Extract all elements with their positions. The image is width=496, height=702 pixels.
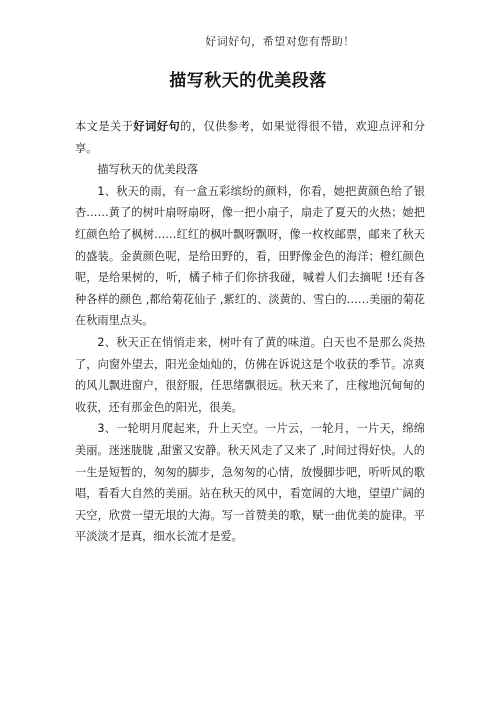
document-body bbox=[75, 116, 425, 548]
intro-suffix: 的，仅供参考，如果觉得很不错，欢迎点评和分享。 bbox=[75, 120, 425, 155]
paragraph-3: 3、一轮明月爬起来，升上天空。一片云，一轮月，一片天，绵绵美丽。迷迷胧胧 ,甜蜜又安静。秋天风走了又来了 ,时间过得好快。人的一生是短暂的，匆匆的脚步，急匆匆的心情，放慢脚步吧，听听风的歌唱，看看大自然的美丽。站在秋天的风中，看宽阔的大地，望望广阔的天空，欣赏一望无垠的大海。写一首赞美的歌，赋一曲优美的旋律。平平淡淡才是真，细水长流才是爱。 bbox=[75, 422, 425, 544]
intro-keyword: 好词好句 bbox=[133, 120, 181, 133]
header-note: 好词好句，希望对您有帮助！ bbox=[205, 35, 355, 48]
paragraph-1: 1、秋天的雨，有一盒五彩缤纷的颜料，你看，她把黄颜色给了银杏……黄了的树叶扇呀扇呀，像一把小扇子，扇走了夏天的火热；她把红颜色给了枫树……红红的枫叶飘呀飘呀，像一枚枚邮票，邮来了秋天的盛装。金黄颜色呢，是给田野的，看，田野像金色的海洋；橙红颜色呢，是给果树的，听，橘子柿子们你挤我碰，喊着人们去摘呢 !还有各种各样的颜色 ,都给菊花仙子 ,紫红的、淡黄的、雪白的……美丽的菊花在秋雨里点头。 bbox=[75, 184, 425, 328]
paragraph-2: 2、秋天正在悄悄走来，树叶有了黄的味道。白天也不是那么炎热了，向窗外望去，阳光金灿灿的，仿佛在诉说这是个收获的季节。凉爽的风儿飘进窗户，很舒服，任思绪飘很远。秋天来了，庄稼地沉甸甸的收获，还有那金色的阳光，很美。 bbox=[75, 335, 425, 414]
page-title: 描写秋天的优美段落 bbox=[169, 71, 327, 91]
section-subheading: 描写秋天的优美段落 bbox=[97, 163, 199, 177]
intro-paragraph bbox=[75, 116, 425, 159]
intro-prefix: 本文是关于 bbox=[75, 120, 134, 133]
